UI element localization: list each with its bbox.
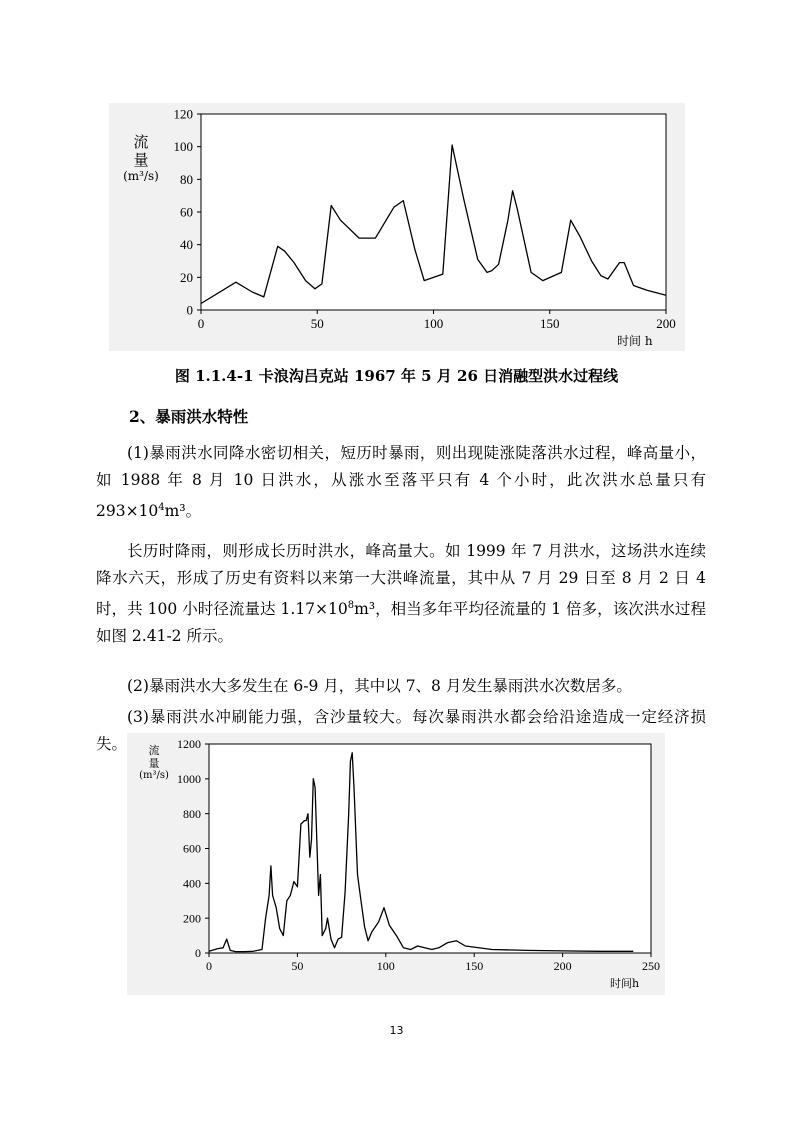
chart-2-x-tick-label: 50 <box>291 959 304 973</box>
chart-1-ylabel-line1: 流 <box>133 133 149 151</box>
chart-1-y-tick-label: 120 <box>173 106 193 122</box>
flood-hydrograph-chart-1 <box>109 103 685 351</box>
chart-2-xlabel: 时间h <box>610 977 640 990</box>
paragraph-2 <box>96 538 706 650</box>
chart-1-x-tick-label: 200 <box>656 316 676 331</box>
chart-1-y-tick-label: 60 <box>180 204 193 220</box>
paragraph-3: (2)暴雨洪水大多发生在 6-9 月，其中以 7、8 月发生暴雨洪水次数居多。 <box>127 677 632 695</box>
chart-2-y-tick-label: 1000 <box>177 772 201 787</box>
chart-2-x-tick-label: 150 <box>465 959 484 973</box>
chart-1-y-tick-label: 0 <box>186 302 193 318</box>
chart-1-ylabel-line2: 量 <box>133 151 149 169</box>
paragraph-1-text-b: m³。 <box>164 502 202 521</box>
chart-2-y-tick-label: 600 <box>183 841 201 856</box>
chart-1-plot-area <box>201 114 666 310</box>
chart-2-y-tick-label: 800 <box>183 806 201 821</box>
chart-2-x-tick-label: 250 <box>642 959 660 973</box>
flood-hydrograph-chart-2 <box>127 733 665 995</box>
paragraph-2-sup: 8 <box>347 600 355 611</box>
chart-2-x-tick-label: 0 <box>206 959 212 973</box>
chart-2-y-tick-label: 1200 <box>177 737 201 752</box>
chart-1-svg <box>109 103 685 351</box>
chart-2-ylabel-line1: 流 <box>148 744 160 757</box>
chart-2-ylabel <box>133 744 175 782</box>
chart-1-y-tick-label: 40 <box>180 237 193 253</box>
chart-2-y-tick-label: 0 <box>195 946 201 961</box>
chart-1-x-tick-label: 150 <box>540 316 560 331</box>
chart-1-x-tick-label: 0 <box>197 316 205 331</box>
chart-1-y-tick-label: 20 <box>180 269 193 285</box>
figure-caption: 图 1.1.4-1 卡浪沟吕克站 1967 年 5 月 26 日消融型洪水过程线 <box>174 367 619 385</box>
chart-1-xlabel: 时间 h <box>617 334 653 348</box>
paragraph-1 <box>96 440 706 525</box>
chart-2-ylabel-line3: (m³/s) <box>139 770 169 782</box>
chart-2-ylabel-line2: 量 <box>148 757 160 771</box>
chart-2-y-tick-label: 400 <box>183 876 201 891</box>
chart-1-y-tick-label: 100 <box>173 139 193 155</box>
chart-2-x-tick-label: 100 <box>376 959 395 973</box>
chart-2-svg <box>127 733 665 995</box>
chart-1-y-tick-label: 80 <box>180 171 193 187</box>
chart-2-y-tick-label: 200 <box>183 911 201 926</box>
paragraph-1-sup: 4 <box>158 502 165 513</box>
section-heading: 2、暴雨洪水特性 <box>129 407 249 426</box>
paragraph-2-text-a: 长历时降雨，则形成长历时洪水，峰高量大。如 1999 年 7 月洪水，这场洪水连续降水六天，形成了历史有资料以来第一大洪峰流量，其中从 7 月 29 日至 8 月 2 日 4 时，共 100 小时径流量达 1.17×10 <box>96 542 706 619</box>
paragraph-4: (3)暴雨洪水冲刷能力强，含沙量较大。每次暴雨洪水都会给沿途造成一定经济损失。 <box>96 708 706 753</box>
paragraph-1-text-a: (1)暴雨洪水同降水密切相关，短历时暴雨，则出现陡涨陡落洪水过程，峰高量小，如 1988 年 8 月 10 日洪水，从涨水至落平只有 4 个小时，此次洪水总量只有 293×10 <box>96 444 706 521</box>
chart-2-x-tick-label: 200 <box>553 959 572 973</box>
paragraph-2-text-b: m³，相当多年平均径流量的 1 倍多，该次洪水过程如图 2.41-2 所示。 <box>96 600 706 646</box>
chart-1-x-tick-label: 50 <box>310 316 324 331</box>
chart-2-plot-area <box>209 744 651 953</box>
chart-1-ylabel-line3: (m³/s) <box>123 169 159 183</box>
chart-1-ylabel <box>117 133 165 183</box>
page-number: 13 <box>389 1024 404 1037</box>
chart-1-x-tick-label: 100 <box>423 316 444 331</box>
